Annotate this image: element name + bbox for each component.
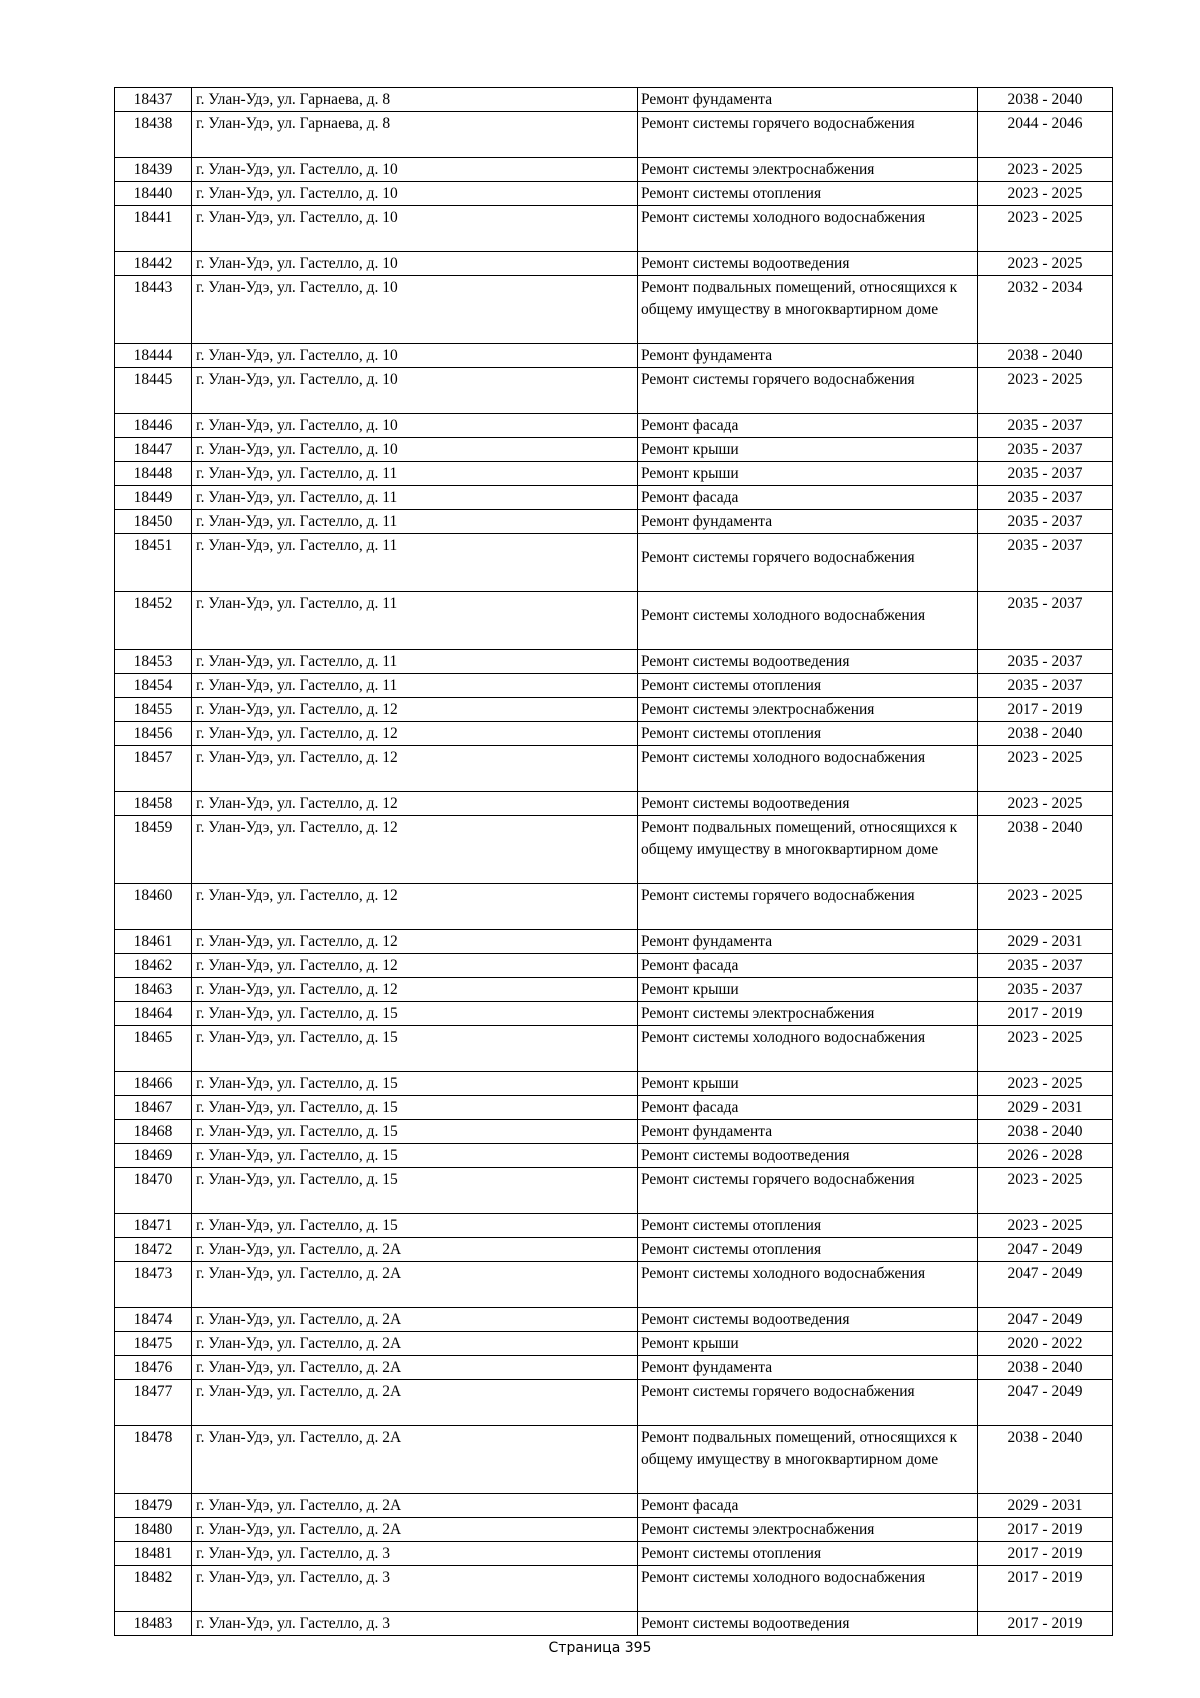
row-number: 18439 [115,158,192,182]
work-type-cell: Ремонт системы электроснабжения [638,698,978,722]
row-number: 18468 [115,1120,192,1144]
period-cell: 2023 - 2025 [978,1072,1113,1096]
table-row [115,182,1113,206]
work-type-cell: Ремонт системы холодного водоснабжения [638,1262,978,1308]
period-cell: 2038 - 2040 [978,1356,1113,1380]
work-type-cell: Ремонт системы электроснабжения [638,158,978,182]
address-cell: г. Улан-Удэ, ул. Гастелло, д. 15 [192,1144,638,1168]
period-cell: 2023 - 2025 [978,368,1113,414]
address-cell: г. Улан-Удэ, ул. Гастелло, д. 2А [192,1518,638,1542]
address-cell: г. Улан-Удэ, ул. Гастелло, д. 2А [192,1308,638,1332]
work-type-cell: Ремонт системы электроснабжения [638,1518,978,1542]
period-cell: 2035 - 2037 [978,414,1113,438]
row-number: 18483 [115,1612,192,1636]
work-type-cell: Ремонт системы отопления [638,1214,978,1238]
table-row [115,978,1113,1002]
row-number: 18465 [115,1026,192,1072]
period-cell: 2035 - 2037 [978,954,1113,978]
table-row [115,1380,1113,1426]
table-row [115,698,1113,722]
table-row [115,1308,1113,1332]
table-row [115,954,1113,978]
address-cell: г. Улан-Удэ, ул. Гастелло, д. 15 [192,1072,638,1096]
work-type-cell: Ремонт фундамента [638,1120,978,1144]
address-cell: г. Улан-Удэ, ул. Гастелло, д. 10 [192,206,638,252]
address-cell: г. Улан-Удэ, ул. Гастелло, д. 2А [192,1380,638,1426]
row-number: 18481 [115,1542,192,1566]
work-type-cell: Ремонт системы горячего водоснабжения [638,1168,978,1214]
work-type-cell: Ремонт системы отопления [638,722,978,746]
table-row [115,1120,1113,1144]
row-number: 18442 [115,252,192,276]
row-number: 18467 [115,1096,192,1120]
row-number: 18458 [115,792,192,816]
address-cell: г. Улан-Удэ, ул. Гастелло, д. 12 [192,722,638,746]
table-row [115,1262,1113,1308]
row-number: 18474 [115,1308,192,1332]
address-cell: г. Улан-Удэ, ул. Гастелло, д. 10 [192,182,638,206]
table-row [115,88,1113,112]
address-cell: г. Улан-Удэ, ул. Гастелло, д. 11 [192,486,638,510]
work-type-cell: Ремонт фундамента [638,1356,978,1380]
work-type-cell: Ремонт фасада [638,954,978,978]
period-cell: 2035 - 2037 [978,592,1113,650]
work-type-cell: Ремонт крыши [638,1332,978,1356]
row-number: 18480 [115,1518,192,1542]
table-row [115,746,1113,792]
row-number: 18482 [115,1566,192,1612]
work-type-cell: Ремонт системы холодного водоснабжения [638,1026,978,1072]
table-row [115,1026,1113,1072]
row-number: 18441 [115,206,192,252]
period-cell: 2023 - 2025 [978,884,1113,930]
table-body [115,88,1113,1636]
address-cell: г. Улан-Удэ, ул. Гастелло, д. 15 [192,1002,638,1026]
row-number: 18444 [115,344,192,368]
row-number: 18476 [115,1356,192,1380]
row-number: 18446 [115,414,192,438]
work-type-cell: Ремонт системы водоотведения [638,252,978,276]
period-cell: 2017 - 2019 [978,1542,1113,1566]
period-cell: 2023 - 2025 [978,746,1113,792]
period-cell: 2047 - 2049 [978,1308,1113,1332]
period-cell: 2047 - 2049 [978,1262,1113,1308]
table-row [115,1214,1113,1238]
row-number: 18443 [115,276,192,344]
address-cell: г. Улан-Удэ, ул. Гастелло, д. 3 [192,1542,638,1566]
row-number: 18448 [115,462,192,486]
period-cell: 2038 - 2040 [978,88,1113,112]
address-cell: г. Улан-Удэ, ул. Гастелло, д. 11 [192,674,638,698]
address-cell: г. Улан-Удэ, ул. Гастелло, д. 12 [192,978,638,1002]
row-number: 18462 [115,954,192,978]
work-type-cell: Ремонт системы отопления [638,674,978,698]
period-cell: 2035 - 2037 [978,534,1113,592]
period-cell: 2038 - 2040 [978,816,1113,884]
row-number: 18447 [115,438,192,462]
row-number: 18437 [115,88,192,112]
row-number: 18478 [115,1426,192,1494]
table-row [115,158,1113,182]
period-cell: 2044 - 2046 [978,112,1113,158]
table-row [115,414,1113,438]
address-cell: г. Улан-Удэ, ул. Гастелло, д. 10 [192,276,638,344]
period-cell: 2038 - 2040 [978,722,1113,746]
address-cell: г. Улан-Удэ, ул. Гастелло, д. 12 [192,884,638,930]
work-type-cell: Ремонт фундамента [638,510,978,534]
table-row [115,438,1113,462]
work-type-cell: Ремонт крыши [638,1072,978,1096]
table-row [115,1144,1113,1168]
period-cell: 2023 - 2025 [978,1026,1113,1072]
repair-schedule-sheet [114,87,1112,1636]
row-number: 18475 [115,1332,192,1356]
row-number: 18477 [115,1380,192,1426]
row-number: 18449 [115,486,192,510]
table-row [115,206,1113,252]
work-type-cell: Ремонт системы горячего водоснабжения [638,1380,978,1426]
work-type-cell: Ремонт системы водоотведения [638,1144,978,1168]
work-type-cell: Ремонт системы водоотведения [638,792,978,816]
work-type-cell: Ремонт системы электроснабжения [638,1002,978,1026]
work-type-cell: Ремонт системы отопления [638,1542,978,1566]
table-row [115,1566,1113,1612]
row-number: 18453 [115,650,192,674]
table-row [115,368,1113,414]
row-number: 18438 [115,112,192,158]
table-row [115,930,1113,954]
table-row [115,1494,1113,1518]
address-cell: г. Улан-Удэ, ул. Гастелло, д. 12 [192,930,638,954]
address-cell: г. Улан-Удэ, ул. Гастелло, д. 15 [192,1096,638,1120]
work-type-cell: Ремонт крыши [638,978,978,1002]
row-number: 18451 [115,534,192,592]
address-cell: г. Улан-Удэ, ул. Гастелло, д. 3 [192,1566,638,1612]
row-number: 18456 [115,722,192,746]
row-number: 18455 [115,698,192,722]
address-cell: г. Улан-Удэ, ул. Гастелло, д. 12 [192,816,638,884]
period-cell: 2017 - 2019 [978,1518,1113,1542]
address-cell: г. Улан-Удэ, ул. Гастелло, д. 3 [192,1612,638,1636]
work-type-cell: Ремонт системы отопления [638,182,978,206]
period-cell: 2023 - 2025 [978,182,1113,206]
address-cell: г. Улан-Удэ, ул. Гастелло, д. 10 [192,252,638,276]
row-number: 18461 [115,930,192,954]
row-number: 18463 [115,978,192,1002]
period-cell: 2017 - 2019 [978,698,1113,722]
work-type-cell: Ремонт фундамента [638,930,978,954]
table-row [115,792,1113,816]
row-number: 18479 [115,1494,192,1518]
address-cell: г. Улан-Удэ, ул. Гастелло, д. 2А [192,1262,638,1308]
period-cell: 2032 - 2034 [978,276,1113,344]
table-row [115,534,1113,592]
period-cell: 2023 - 2025 [978,158,1113,182]
address-cell: г. Улан-Удэ, ул. Гастелло, д. 15 [192,1026,638,1072]
table-row [115,884,1113,930]
row-number: 18460 [115,884,192,930]
address-cell: г. Улан-Удэ, ул. Гастелло, д. 11 [192,510,638,534]
address-cell: г. Улан-Удэ, ул. Гастелло, д. 12 [192,954,638,978]
row-number: 18454 [115,674,192,698]
period-cell: 2023 - 2025 [978,206,1113,252]
table-row [115,1518,1113,1542]
period-cell: 2017 - 2019 [978,1002,1113,1026]
table-row [115,344,1113,368]
table-row [115,1072,1113,1096]
period-cell: 2047 - 2049 [978,1238,1113,1262]
table-row [115,1542,1113,1566]
period-cell: 2035 - 2037 [978,650,1113,674]
row-number: 18464 [115,1002,192,1026]
period-cell: 2035 - 2037 [978,462,1113,486]
period-cell: 2017 - 2019 [978,1612,1113,1636]
address-cell: г. Улан-Удэ, ул. Гастелло, д. 10 [192,414,638,438]
period-cell: 2035 - 2037 [978,438,1113,462]
period-cell: 2026 - 2028 [978,1144,1113,1168]
period-cell: 2029 - 2031 [978,1096,1113,1120]
address-cell: г. Улан-Удэ, ул. Гастелло, д. 12 [192,698,638,722]
row-number: 18473 [115,1262,192,1308]
address-cell: г. Улан-Удэ, ул. Гастелло, д. 2А [192,1356,638,1380]
table-row [115,1238,1113,1262]
period-cell: 2038 - 2040 [978,1426,1113,1494]
work-type-cell: Ремонт фасада [638,414,978,438]
address-cell: г. Улан-Удэ, ул. Гастелло, д. 10 [192,344,638,368]
table-row [115,1426,1113,1494]
work-type-cell: Ремонт системы горячего водоснабжения [638,534,978,592]
period-cell: 2035 - 2037 [978,978,1113,1002]
work-type-cell: Ремонт системы холодного водоснабжения [638,206,978,252]
address-cell: г. Улан-Удэ, ул. Гастелло, д. 2А [192,1494,638,1518]
address-cell: г. Улан-Удэ, ул. Гарнаева, д. 8 [192,112,638,158]
table-row [115,650,1113,674]
table-row [115,1168,1113,1214]
address-cell: г. Улан-Удэ, ул. Гастелло, д. 10 [192,438,638,462]
address-cell: г. Улан-Удэ, ул. Гастелло, д. 10 [192,368,638,414]
row-number: 18470 [115,1168,192,1214]
work-type-cell: Ремонт фундамента [638,88,978,112]
period-cell: 2035 - 2037 [978,674,1113,698]
period-cell: 2029 - 2031 [978,930,1113,954]
address-cell: г. Улан-Удэ, ул. Гастелло, д. 12 [192,746,638,792]
address-cell: г. Улан-Удэ, ул. Гастелло, д. 2А [192,1238,638,1262]
row-number: 18466 [115,1072,192,1096]
work-type-cell: Ремонт фасада [638,486,978,510]
address-cell: г. Улан-Удэ, ул. Гастелло, д. 10 [192,158,638,182]
work-type-cell: Ремонт подвальных помещений, относящихся к общему имуществу в многоквартирном доме [638,276,978,344]
period-cell: 2023 - 2025 [978,1214,1113,1238]
row-number: 18472 [115,1238,192,1262]
address-cell: г. Улан-Удэ, ул. Гастелло, д. 11 [192,462,638,486]
period-cell: 2023 - 2025 [978,1168,1113,1214]
period-cell: 2020 - 2022 [978,1332,1113,1356]
table-row [115,1612,1113,1636]
table-row [115,816,1113,884]
work-type-cell: Ремонт подвальных помещений, относящихся к общему имуществу в многоквартирном доме [638,1426,978,1494]
address-cell: г. Улан-Удэ, ул. Гастелло, д. 11 [192,534,638,592]
work-type-cell: Ремонт системы горячего водоснабжения [638,884,978,930]
address-cell: г. Улан-Удэ, ул. Гарнаева, д. 8 [192,88,638,112]
work-type-cell: Ремонт фундамента [638,344,978,368]
row-number: 18450 [115,510,192,534]
row-number: 18445 [115,368,192,414]
table-row [115,276,1113,344]
row-number: 18452 [115,592,192,650]
period-cell: 2038 - 2040 [978,1120,1113,1144]
page-number: Страница 395 [548,1640,652,1656]
work-type-cell: Ремонт системы водоотведения [638,1308,978,1332]
period-cell: 2017 - 2019 [978,1566,1113,1612]
repair-schedule-table [114,87,1113,1636]
work-type-cell: Ремонт системы холодного водоснабжения [638,746,978,792]
address-cell: г. Улан-Удэ, ул. Гастелло, д. 11 [192,592,638,650]
table-row [115,674,1113,698]
work-type-cell: Ремонт системы холодного водоснабжения [638,592,978,650]
work-type-cell: Ремонт системы водоотведения [638,650,978,674]
row-number: 18469 [115,1144,192,1168]
table-row [115,252,1113,276]
row-number: 18440 [115,182,192,206]
row-number: 18459 [115,816,192,884]
table-row [115,722,1113,746]
work-type-cell: Ремонт фасада [638,1494,978,1518]
table-row [115,486,1113,510]
table-row [115,510,1113,534]
table-row [115,112,1113,158]
work-type-cell: Ремонт подвальных помещений, относящихся к общему имуществу в многоквартирном доме [638,816,978,884]
period-cell: 2023 - 2025 [978,792,1113,816]
period-cell: 2038 - 2040 [978,344,1113,368]
table-row [115,1002,1113,1026]
address-cell: г. Улан-Удэ, ул. Гастелло, д. 2А [192,1332,638,1356]
work-type-cell: Ремонт системы отопления [638,1238,978,1262]
address-cell: г. Улан-Удэ, ул. Гастелло, д. 15 [192,1214,638,1238]
period-cell: 2023 - 2025 [978,252,1113,276]
address-cell: г. Улан-Удэ, ул. Гастелло, д. 11 [192,650,638,674]
row-number: 18471 [115,1214,192,1238]
address-cell: г. Улан-Удэ, ул. Гастелло, д. 15 [192,1168,638,1214]
work-type-cell: Ремонт системы водоотведения [638,1612,978,1636]
address-cell: г. Улан-Удэ, ул. Гастелло, д. 15 [192,1120,638,1144]
work-type-cell: Ремонт крыши [638,462,978,486]
period-cell: 2035 - 2037 [978,486,1113,510]
address-cell: г. Улан-Удэ, ул. Гастелло, д. 12 [192,792,638,816]
work-type-cell: Ремонт крыши [638,438,978,462]
address-cell: г. Улан-Удэ, ул. Гастелло, д. 2А [192,1426,638,1494]
work-type-cell: Ремонт системы горячего водоснабжения [638,112,978,158]
table-row [115,1332,1113,1356]
table-row [115,592,1113,650]
work-type-cell: Ремонт системы холодного водоснабжения [638,1566,978,1612]
row-number: 18457 [115,746,192,792]
work-type-cell: Ремонт системы горячего водоснабжения [638,368,978,414]
table-row [115,1356,1113,1380]
work-type-cell: Ремонт фасада [638,1096,978,1120]
period-cell: 2047 - 2049 [978,1380,1113,1426]
table-row [115,462,1113,486]
period-cell: 2035 - 2037 [978,510,1113,534]
period-cell: 2029 - 2031 [978,1494,1113,1518]
table-row [115,1096,1113,1120]
